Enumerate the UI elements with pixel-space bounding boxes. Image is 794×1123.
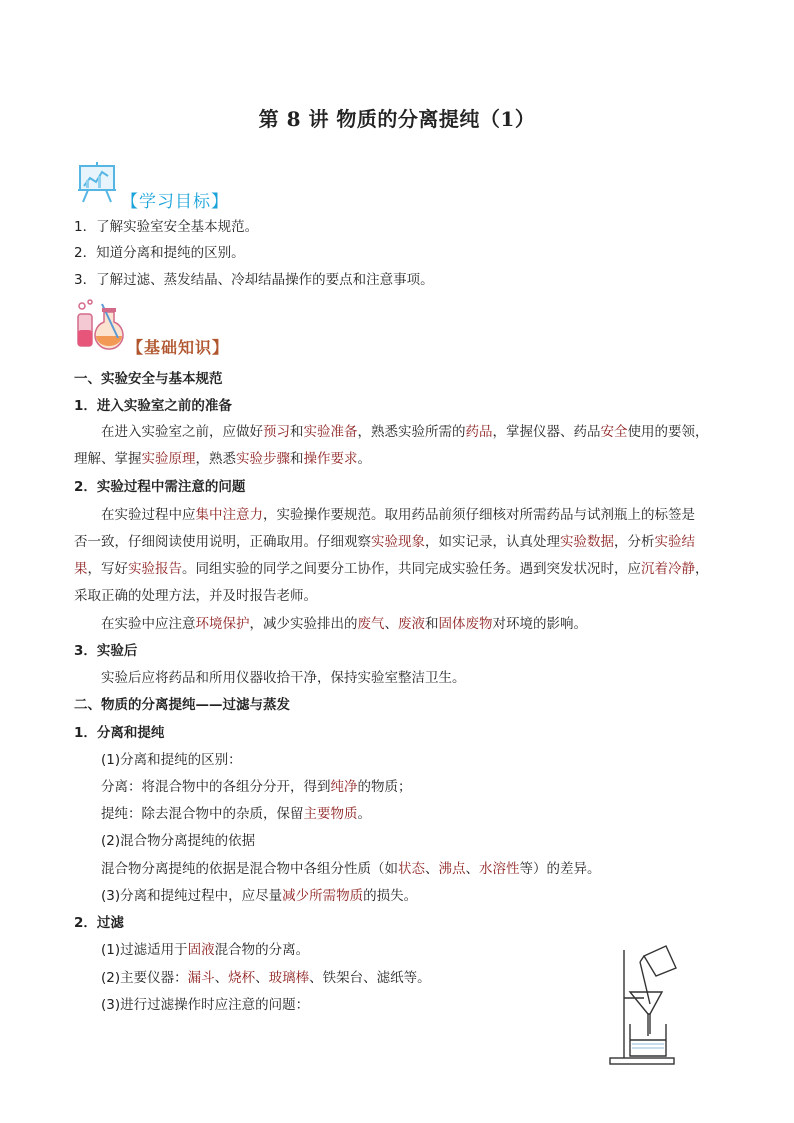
section-heading-basics: 【基础知识】 bbox=[127, 338, 230, 357]
goal-item: 2．知道分离和提纯的区别。 bbox=[74, 245, 245, 261]
paragraph-line: 果，写好实验报告。同组实验的同学之间要分工协作，共同完成实验任务。遇到突发状况时，应沉着冷静， bbox=[74, 561, 709, 577]
paragraph-line: 混合物分离提纯的依据是混合物中各组分性质（如状态、沸点、水溶性等）的差异。 bbox=[101, 861, 601, 877]
paragraph-line: 在实验中应注意环境保护，减少实验排出的废气、废液和固体废物对环境的影响。 bbox=[101, 616, 587, 632]
paragraph-line: 实验后应将药品和所用仪器收拾干净，保持实验室整洁卫生。 bbox=[101, 670, 466, 686]
paragraph-line: 采取正确的处理方法，并及时报告老师。 bbox=[74, 588, 317, 604]
subsection-title: 1．分离和提纯 bbox=[74, 725, 165, 741]
flask-icon bbox=[74, 298, 130, 354]
paragraph-line: 分离：将混合物中的各组分分开，得到纯净的物质； bbox=[101, 779, 412, 795]
subsection-title: 2．过滤 bbox=[74, 915, 124, 931]
paragraph-line: (1)分离和提纯的区别： bbox=[101, 752, 242, 768]
paragraph-line: (3)分离和提纯过程中，应尽量减少所需物质的损失。 bbox=[101, 888, 418, 904]
presentation-board-icon bbox=[74, 160, 120, 206]
subsection-title: 1．进入实验室之前的准备 bbox=[74, 398, 232, 414]
subsection-title: 2．实验过程中需注意的问题 bbox=[74, 479, 246, 495]
paragraph-line: 否一致，仔细阅读使用说明，正确取用。仔细观察实验现象，如实记录，认真处理实验数据，分析实验结 bbox=[74, 534, 695, 550]
paragraph-line: (1)过滤适用于固液混合物的分离。 bbox=[101, 942, 310, 958]
paragraph-line: 提纯：除去混合物中的杂质，保留主要物质。 bbox=[101, 806, 371, 822]
paragraph-line: (3)进行过滤操作时应注意的问题： bbox=[101, 997, 310, 1013]
paragraph-line: 在实验过程中应集中注意力，实验操作要规范。取用药品前须仔细核对所需药品与试剂瓶上的标签是 bbox=[101, 507, 695, 523]
goal-item: 3．了解过滤、蒸发结晶、冷却结晶操作的要点和注意事项。 bbox=[74, 272, 434, 288]
paragraph-line: (2)主要仪器：漏斗、烧杯、玻璃棒、铁架台、滤纸等。 bbox=[101, 970, 431, 986]
subsection-title: 3．实验后 bbox=[74, 643, 138, 659]
section-title-1: 一、实验安全与基本规范 bbox=[74, 371, 223, 387]
section-title-2: 二、物质的分离提纯——过滤与蒸发 bbox=[74, 697, 290, 713]
filtration-apparatus-illustration bbox=[600, 940, 700, 1070]
paragraph-line: (2)混合物分离提纯的依据 bbox=[101, 833, 256, 849]
page-title: 第 8 讲 物质的分离提纯（1） bbox=[258, 107, 536, 131]
paragraph-line: 理解、掌握实验原理，熟悉实验步骤和操作要求。 bbox=[74, 451, 371, 467]
paragraph-line: 在进入实验室之前，应做好预习和实验准备，熟悉实验所需的药品，掌握仪器、药品安全使用的要领， bbox=[101, 424, 709, 440]
goal-item: 1．了解实验室安全基本规范。 bbox=[74, 219, 259, 235]
section-heading-goals: 【学习目标】 bbox=[121, 192, 229, 212]
